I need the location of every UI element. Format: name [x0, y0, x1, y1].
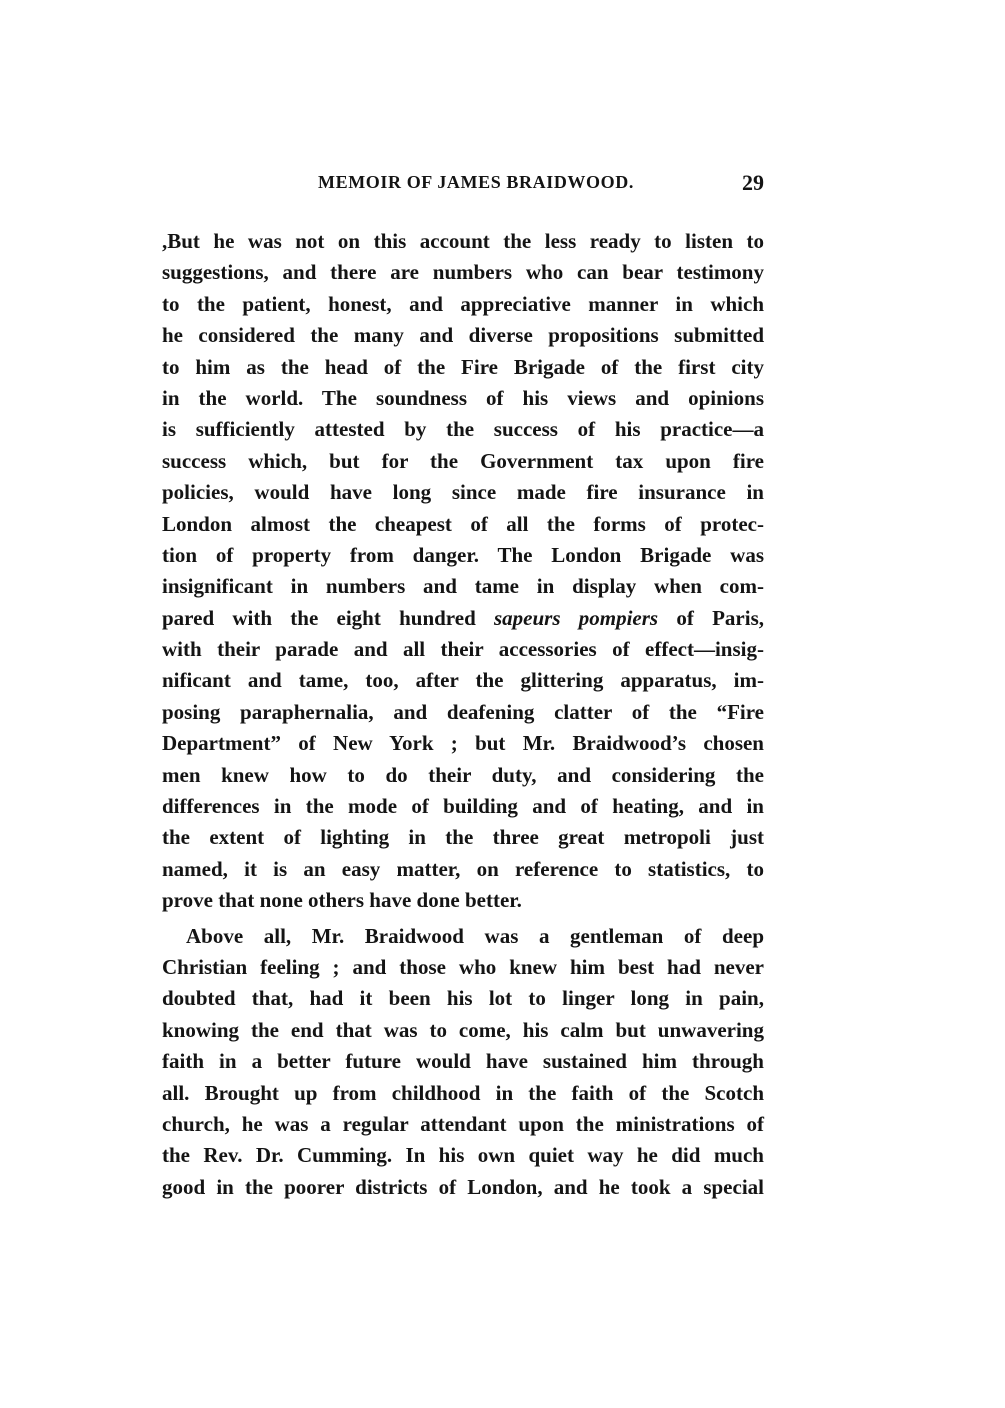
text-line: men knew how to do their duty, and considering the	[162, 762, 764, 787]
text-segment: of Paris,	[658, 605, 764, 630]
text-line: posing paraphernalia, and deafening clatter of the “Fire	[162, 699, 764, 724]
text-line: the Rev. Dr. Cumming. In his own quiet way he did much	[162, 1143, 764, 1168]
text-line: Christian feeling ; and those who knew him best had never	[162, 954, 764, 979]
text-line: nificant and tame, too, after the glittering apparatus, im-	[162, 668, 764, 693]
text-line: is sufficiently attested by the success of his practice—a	[162, 417, 764, 442]
text-line: in the world. The soundness of his views and opinions	[162, 385, 764, 410]
paragraph-1	[162, 226, 764, 917]
text-line: ,But he was not on this account the less ready to listen to	[162, 229, 764, 253]
text-line: prove that none others have done better.	[162, 888, 522, 913]
italic-phrase: sapeurs pompiers	[494, 605, 659, 630]
text-line: Department” of New York ; but Mr. Braidwood’s chosen	[162, 731, 764, 756]
text-line: doubted that, had it been his lot to linger long in pain,	[162, 986, 764, 1011]
text-line: all. Brought up from childhood in the faith of the Scotch	[162, 1080, 764, 1105]
text-line: to the patient, honest, and appreciative manner in which	[162, 291, 764, 316]
text-line: Above all, Mr. Braidwood was a gentleman of deep	[186, 923, 764, 948]
text-line: faith in a better future would have sustained him through	[162, 1049, 764, 1074]
text-line: to him as the head of the Fire Brigade of the first city	[162, 354, 764, 379]
text-line: with their parade and all their accessories of effect—insig-	[162, 637, 764, 662]
text-line: London almost the cheapest of all the forms of protec-	[162, 511, 764, 536]
text-segment: pared with the eight hundred	[162, 605, 494, 630]
text-line: insignificant in numbers and tame in display when com-	[162, 574, 764, 599]
paragraph-2	[162, 921, 764, 1204]
page-number: 29	[742, 170, 764, 195]
text-line: suggestions, and there are numbers who can bear testimony	[162, 260, 764, 285]
text-line: success which, but for the Government tax upon fire	[162, 448, 764, 473]
text-line: he considered the many and diverse propositions submitted	[162, 323, 764, 348]
text-line	[162, 603, 764, 634]
text-line: knowing the end that was to come, his calm but unwavering	[162, 1017, 764, 1042]
body-text	[162, 226, 764, 1203]
text-line: church, he was a regular attendant upon the ministrations of	[162, 1111, 764, 1136]
text-line: policies, would have long since made fire insurance in	[162, 480, 764, 505]
text-line: good in the poorer districts of London, and he took a special	[162, 1174, 764, 1199]
running-head: MEMOIR OF JAMES BRAIDWOOD.	[318, 172, 634, 192]
text-line: differences in the mode of building and of heating, and in	[162, 794, 764, 819]
text-line: the extent of lighting in the three great metropoli just	[162, 825, 764, 850]
text-line: tion of property from danger. The London Brigade was	[162, 542, 764, 567]
text-line: named, it is an easy matter, on reference to statistics, to	[162, 856, 764, 881]
